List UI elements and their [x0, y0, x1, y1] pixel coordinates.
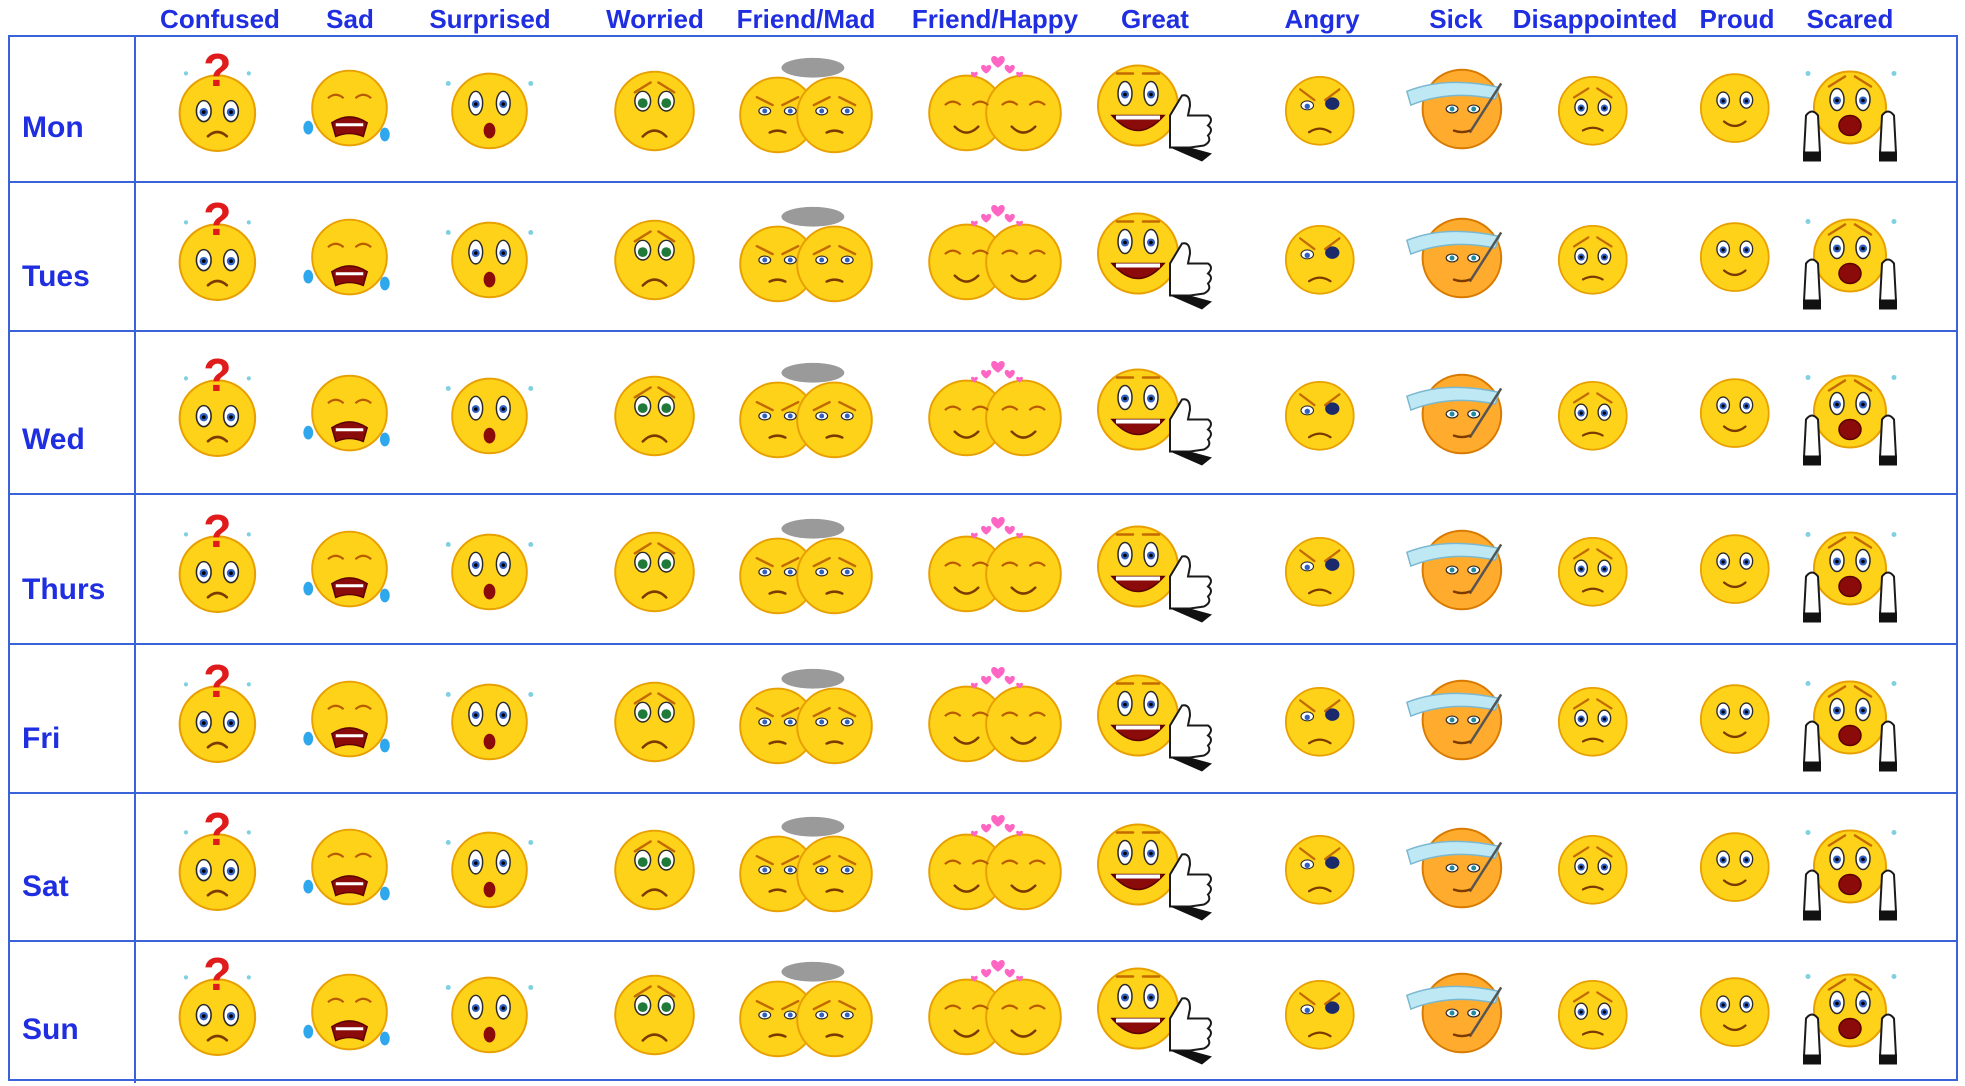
angry-face-icon: [1272, 208, 1372, 308]
proud-face-icon: [1687, 59, 1787, 159]
crying-face-icon: [295, 54, 405, 164]
day-label: Fri: [22, 722, 61, 755]
mood-header-friendhappy: Friend/Happy: [911, 4, 1079, 34]
crying-face-icon: [295, 665, 405, 775]
sick-face-icon: [1396, 54, 1516, 164]
proud-face-icon: [1687, 520, 1787, 620]
disappointed-face-icon: [1545, 364, 1645, 464]
svg-text:?: ?: [203, 510, 232, 557]
mood-header-sad: Sad: [326, 4, 374, 34]
confused-face-icon: [165, 198, 275, 318]
mood-header-great: Great: [1121, 4, 1189, 34]
crying-face-icon: [295, 515, 405, 625]
day-label: Sat: [22, 870, 69, 903]
proud-face-icon: [1687, 670, 1787, 770]
sick-face-icon: [1396, 958, 1516, 1068]
proud-face-icon: [1687, 963, 1787, 1063]
mood-header-friendmad: Friend/Mad: [736, 4, 876, 34]
mood-header-angry: Angry: [1284, 4, 1360, 34]
crying-face-icon: [295, 958, 405, 1068]
mood-header-worried: Worried: [606, 4, 704, 34]
confused-face-icon: [165, 354, 275, 474]
friends-happy-faces-icon: [920, 813, 1070, 923]
scared-face-icon: [1798, 662, 1903, 777]
day-label: Tues: [22, 260, 90, 293]
thumbs-up-face-icon: [1090, 955, 1220, 1070]
disappointed-face-icon: [1545, 59, 1645, 159]
surprised-face-icon: [435, 813, 545, 923]
angry-face-icon: [1272, 963, 1372, 1063]
mood-header-disappointed: Disappointed: [1512, 4, 1678, 34]
day-label: Mon: [22, 111, 84, 144]
friends-mad-faces-icon: [731, 813, 881, 923]
sick-face-icon: [1396, 359, 1516, 469]
thumbs-up-face-icon: [1090, 356, 1220, 471]
mood-header-proud: Proud: [1699, 4, 1775, 34]
friends-mad-faces-icon: [731, 203, 881, 313]
disappointed-face-icon: [1545, 963, 1645, 1063]
scared-face-icon: [1798, 356, 1903, 471]
surprised-face-icon: [435, 958, 545, 1068]
confused-face-icon: [165, 953, 275, 1073]
surprised-face-icon: [435, 54, 545, 164]
scared-face-icon: [1798, 200, 1903, 315]
day-label: Sun: [22, 1013, 79, 1046]
friends-happy-faces-icon: [920, 958, 1070, 1068]
confused-face-icon: [165, 660, 275, 780]
friends-mad-faces-icon: [731, 665, 881, 775]
proud-face-icon: [1687, 818, 1787, 918]
friends-happy-faces-icon: [920, 359, 1070, 469]
day-label-cell: [8, 794, 136, 940]
thumbs-up-face-icon: [1090, 513, 1220, 628]
confused-face-icon: [165, 808, 275, 928]
mood-header-confused: Confused: [160, 4, 280, 34]
day-label-cell: [8, 332, 136, 493]
mood-header-scared: Scared: [1806, 4, 1894, 34]
crying-face-icon: [295, 203, 405, 313]
friends-mad-faces-icon: [731, 515, 881, 625]
svg-text:?: ?: [203, 197, 232, 245]
worried-face-icon: [600, 515, 710, 625]
disappointed-face-icon: [1545, 208, 1645, 308]
worried-face-icon: [600, 54, 710, 164]
worried-face-icon: [600, 958, 710, 1068]
day-label-cell: [8, 183, 136, 330]
angry-face-icon: [1272, 818, 1372, 918]
scared-face-icon: [1798, 513, 1903, 628]
worried-face-icon: [600, 813, 710, 923]
surprised-face-icon: [435, 203, 545, 313]
day-label: Thurs: [22, 573, 106, 606]
disappointed-face-icon: [1545, 818, 1645, 918]
disappointed-face-icon: [1545, 670, 1645, 770]
scared-face-icon: [1798, 955, 1903, 1070]
sick-face-icon: [1396, 665, 1516, 775]
day-label: Wed: [22, 423, 85, 456]
worried-face-icon: [600, 203, 710, 313]
day-label-cell: [8, 495, 136, 643]
worried-face-icon: [600, 359, 710, 469]
proud-face-icon: [1687, 208, 1787, 308]
friends-happy-faces-icon: [920, 54, 1070, 164]
friends-happy-faces-icon: [920, 203, 1070, 313]
svg-text:?: ?: [203, 952, 232, 1000]
surprised-face-icon: [435, 359, 545, 469]
surprised-face-icon: [435, 515, 545, 625]
disappointed-face-icon: [1545, 520, 1645, 620]
thumbs-up-face-icon: [1090, 811, 1220, 926]
confused-face-icon: [165, 49, 275, 169]
sick-face-icon: [1396, 203, 1516, 313]
angry-face-icon: [1272, 520, 1372, 620]
friends-mad-faces-icon: [731, 54, 881, 164]
thumbs-up-face-icon: [1090, 662, 1220, 777]
friends-mad-faces-icon: [731, 359, 881, 469]
day-label-cell: [8, 942, 136, 1083]
angry-face-icon: [1272, 670, 1372, 770]
svg-text:?: ?: [203, 353, 232, 401]
surprised-face-icon: [435, 665, 545, 775]
thumbs-up-face-icon: [1090, 52, 1220, 167]
friends-happy-faces-icon: [920, 515, 1070, 625]
angry-face-icon: [1272, 364, 1372, 464]
crying-face-icon: [295, 813, 405, 923]
crying-face-icon: [295, 359, 405, 469]
worried-face-icon: [600, 665, 710, 775]
mood-header-surprised: Surprised: [429, 4, 551, 34]
svg-text:?: ?: [203, 49, 232, 96]
day-label-cell: [8, 645, 136, 792]
scared-face-icon: [1798, 52, 1903, 167]
sick-face-icon: [1396, 813, 1516, 923]
svg-text:?: ?: [203, 808, 232, 855]
friends-happy-faces-icon: [920, 665, 1070, 775]
mood-header-sick: Sick: [1429, 4, 1483, 34]
svg-text:?: ?: [203, 659, 232, 707]
sick-face-icon: [1396, 515, 1516, 625]
thumbs-up-face-icon: [1090, 200, 1220, 315]
friends-mad-faces-icon: [731, 958, 881, 1068]
proud-face-icon: [1687, 364, 1787, 464]
angry-face-icon: [1272, 59, 1372, 159]
scared-face-icon: [1798, 811, 1903, 926]
day-label-cell: [8, 35, 136, 181]
confused-face-icon: [165, 510, 275, 630]
